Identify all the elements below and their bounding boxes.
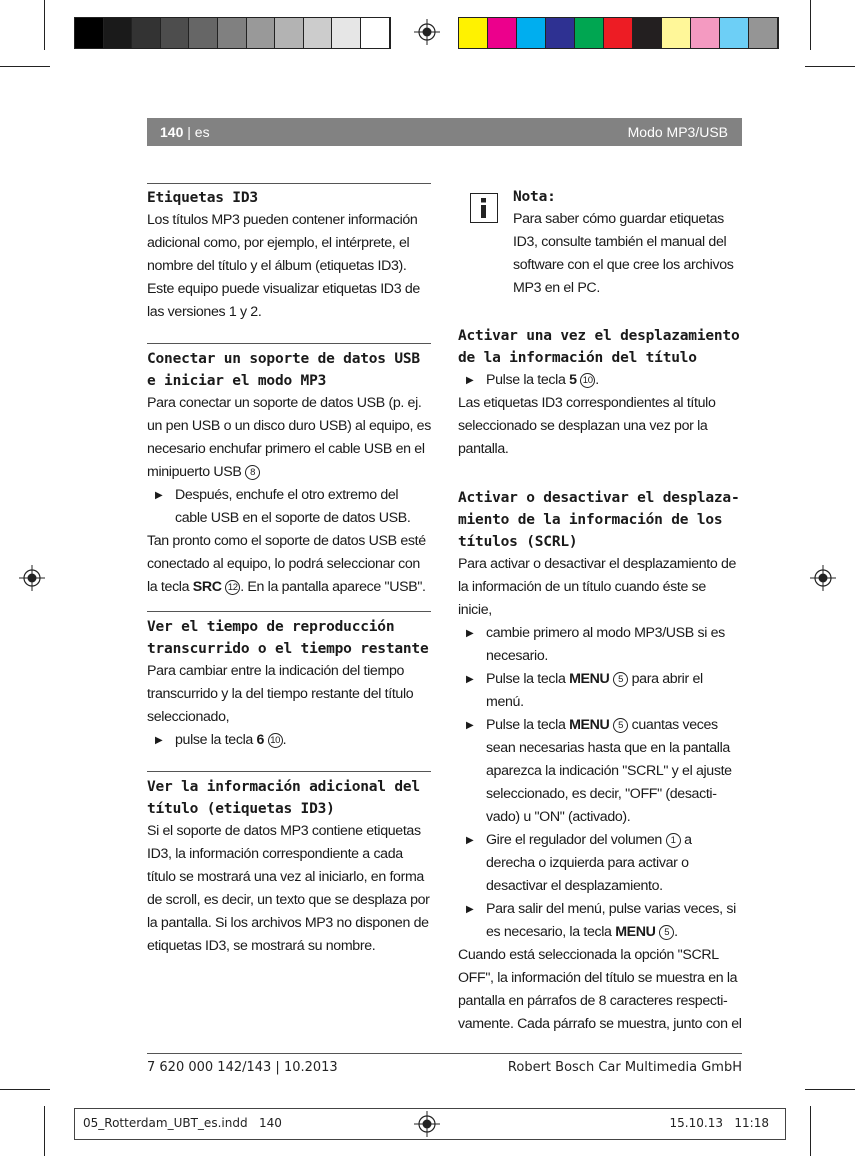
section-title: Modo MP3/USB — [627, 124, 728, 140]
color-swatch — [459, 18, 488, 48]
color-swatch — [749, 18, 778, 48]
bullet-arrow-icon: ▶ — [466, 720, 474, 731]
key-label: SRC — [192, 579, 222, 595]
reference-number: 5 — [659, 925, 674, 940]
bullet-text-part: para abrir el menú. — [486, 671, 703, 710]
paragraph: Para cambiar entre la indicación del tiempo transcurrido y la del tiempo restante del título seleccionado, — [147, 663, 414, 725]
gray-swatch — [247, 18, 276, 48]
color-swatch — [546, 18, 575, 48]
bullet-arrow-icon: ▶ — [466, 375, 474, 386]
gray-swatch — [361, 18, 390, 48]
bullet-text-part: pulse la tecla — [175, 732, 253, 748]
registration-mark-icon — [810, 565, 836, 591]
bullet-text — [486, 369, 742, 392]
bullet-text-part: Gire el regulador del volumen — [486, 832, 662, 848]
key-label: MENU — [615, 924, 656, 940]
reference-number: 1 — [666, 833, 681, 848]
page-number: 140 — [160, 124, 184, 140]
note-title: Nota: — [513, 189, 556, 205]
reference-number: 5 — [613, 672, 628, 687]
bullet-text — [486, 714, 742, 829]
slug-timestamp: 15.10.13 11:18 — [669, 1116, 769, 1130]
bullet-item — [147, 484, 431, 530]
color-swatch — [662, 18, 691, 48]
header-separator: | — [183, 124, 195, 140]
gray-swatch — [218, 18, 247, 48]
paragraph: Para activar o desactivar el desplazamiento de la información de un título cuando éste se inicie, — [458, 556, 737, 618]
bullet-item — [458, 668, 742, 714]
bullet-item — [458, 898, 742, 944]
key-label: MENU — [569, 717, 610, 733]
bullet-item — [458, 369, 742, 392]
reference-number: 10 — [580, 373, 595, 388]
paragraph-text: Para conectar un soporte de datos USB (p. ej. un pen USB o un disco duro USB) al equipo, es necesario enchufar primero el cable USB en el minipuerto USB — [147, 395, 431, 480]
reference-number: 12 — [225, 580, 240, 595]
crop-mark — [0, 1089, 50, 1090]
crop-mark — [44, 1106, 45, 1156]
color-swatch — [691, 18, 720, 48]
gray-swatch — [161, 18, 190, 48]
section-heading: Conectar un soporte de datos USB e iniciar el modo MP3 — [147, 351, 420, 389]
color-swatch — [488, 18, 517, 48]
gray-swatch — [332, 18, 361, 48]
bullet-text-part: Pulse la tecla — [486, 671, 566, 687]
bullet-text-part: Para salir del menú, pulse varias veces, si es necesario, la tecla — [486, 901, 736, 940]
color-swatch — [517, 18, 546, 48]
grayscale-control-strip — [74, 17, 391, 49]
bullet-text-part: . — [595, 372, 599, 388]
bullet-text — [486, 668, 742, 714]
bullet-text: cambie primero al modo MP3/USB si es necesario. — [486, 625, 725, 664]
bullet-arrow-icon: ▶ — [155, 490, 163, 501]
note-box — [458, 183, 742, 300]
paragraph: Los títulos MP3 pueden contener información adicional como, por ejemplo, el intérprete, el nombre del título y el álbum (etiquetas ID3). Este equipo puede visualizar etiquetas ID3 de las versiones 1 y 2. — [147, 212, 420, 320]
key-label: 5 — [569, 372, 577, 388]
crop-mark — [44, 0, 45, 50]
bullet-arrow-icon: ▶ — [155, 735, 163, 746]
crop-mark — [0, 66, 50, 67]
bullet-item — [458, 622, 742, 668]
reference-number: 10 — [268, 733, 283, 748]
reference-number: 8 — [245, 465, 260, 480]
key-label: MENU — [569, 671, 610, 687]
registration-mark-icon — [19, 565, 45, 591]
bullet-item — [458, 714, 742, 829]
section-heading: Ver el tiempo de reproducción transcurrido o el tiempo restante — [147, 619, 429, 657]
footer-document-id: 7 620 000 142/143 | 10.2013 — [147, 1060, 338, 1075]
paragraph: Las etiquetas ID3 correspondientes al título seleccionado se desplazan una vez por la pantalla. — [458, 395, 716, 457]
bullet-text-part: . — [282, 732, 287, 748]
reference-number: 5 — [613, 718, 628, 733]
bullet-text-part: Pulse la tecla — [486, 372, 566, 388]
bullet-text — [175, 729, 431, 752]
gray-swatch — [189, 18, 218, 48]
color-swatch — [575, 18, 604, 48]
bullet-arrow-icon: ▶ — [466, 674, 474, 685]
bullet-text-part: a derecha o izquierda para activar o desactivar el desplazamiento. — [486, 832, 692, 894]
bullet-arrow-icon: ▶ — [466, 904, 474, 915]
left-column — [147, 183, 431, 958]
slug-filename: 05_Rotterdam_UBT_es.indd 140 — [83, 1116, 282, 1130]
bullet-arrow-icon: ▶ — [466, 628, 474, 639]
crop-mark — [805, 66, 855, 67]
bullet-text-part: Pulse la tecla — [486, 717, 566, 733]
paragraph-text: . En la pantalla aparece "USB". — [240, 579, 426, 595]
color-swatch — [604, 18, 633, 48]
bullet-arrow-icon: ▶ — [466, 835, 474, 846]
footer-company: Robert Bosch Car Multimedia GmbH — [507, 1060, 742, 1075]
section-etiquetas-id3 — [147, 183, 431, 324]
bullet-text-part: . — [674, 924, 678, 940]
footer-rule — [147, 1053, 742, 1054]
section-heading: Activar o desactivar el desplazamiento de la información de los títulos (SCRL) — [458, 490, 740, 550]
color-control-strip — [458, 17, 779, 49]
paragraph: Cuando está seleccionada la opción "SCRL OFF", la información del título se muestra en la pantalla en párrafos de 8 caracteres respectivamente. Cada párrafo se muestra, junto con el — [458, 947, 742, 1032]
section-tiempo-reproduccion — [147, 611, 431, 752]
paragraph — [147, 530, 431, 599]
color-swatch — [633, 18, 662, 48]
note-text: Para saber cómo guardar etiquetas ID3, consulte también el manual del software con el que cree los archivos MP3 en el PC. — [513, 211, 734, 296]
section-scrl — [458, 487, 742, 1036]
page-header-left — [160, 124, 210, 140]
bullet-text: Después, enchufe el otro extremo del cable USB en el soporte de datos USB. — [175, 487, 411, 526]
gray-swatch — [132, 18, 161, 48]
bullet-text — [486, 829, 742, 898]
registration-mark-icon — [414, 19, 440, 45]
paragraph: Si el soporte de datos MP3 contiene etiquetas ID3, la información correspondiente a cada título se mostrará una vez al iniciarlo, en forma de scroll, es decir, un texto que se desplaza por la pantalla. Si los archivos MP3 no disponen de etiquetas ID3, se mostrará su nombre. — [147, 823, 430, 954]
section-activar-una-vez — [458, 325, 742, 461]
color-swatch — [720, 18, 749, 48]
gray-swatch — [275, 18, 304, 48]
section-heading: Ver la información adicional del título (etiquetas ID3) — [147, 779, 420, 817]
crop-mark — [805, 1089, 855, 1090]
paragraph-text: Tan pronto como el soporte de datos USB esté conectado al equipo, lo podrá seleccionar con la tecla — [147, 533, 426, 595]
right-column — [458, 183, 742, 1036]
gray-swatch — [104, 18, 133, 48]
language-code: es — [194, 124, 210, 140]
section-conectar-usb — [147, 343, 431, 599]
section-heading: Activar una vez el desplazamiento de la información del título — [458, 328, 740, 366]
section-heading: Etiquetas ID3 — [147, 190, 258, 206]
key-label: 6 — [256, 732, 265, 748]
bullet-text — [486, 898, 742, 944]
gray-swatch — [304, 18, 333, 48]
section-informacion-adicional — [147, 771, 431, 958]
paragraph — [147, 392, 431, 484]
bullet-text-part: cuantas veces sean necesarias hasta que en la pantalla aparezca la indicación "SCRL" y el ajuste seleccionado, es decir, "OFF" (desactivado) u "ON" (activado). — [486, 717, 732, 825]
crop-mark — [810, 1106, 811, 1156]
bullet-item — [458, 829, 742, 898]
bullet-item — [147, 729, 431, 752]
gray-swatch — [75, 18, 104, 48]
crop-mark — [810, 0, 811, 50]
